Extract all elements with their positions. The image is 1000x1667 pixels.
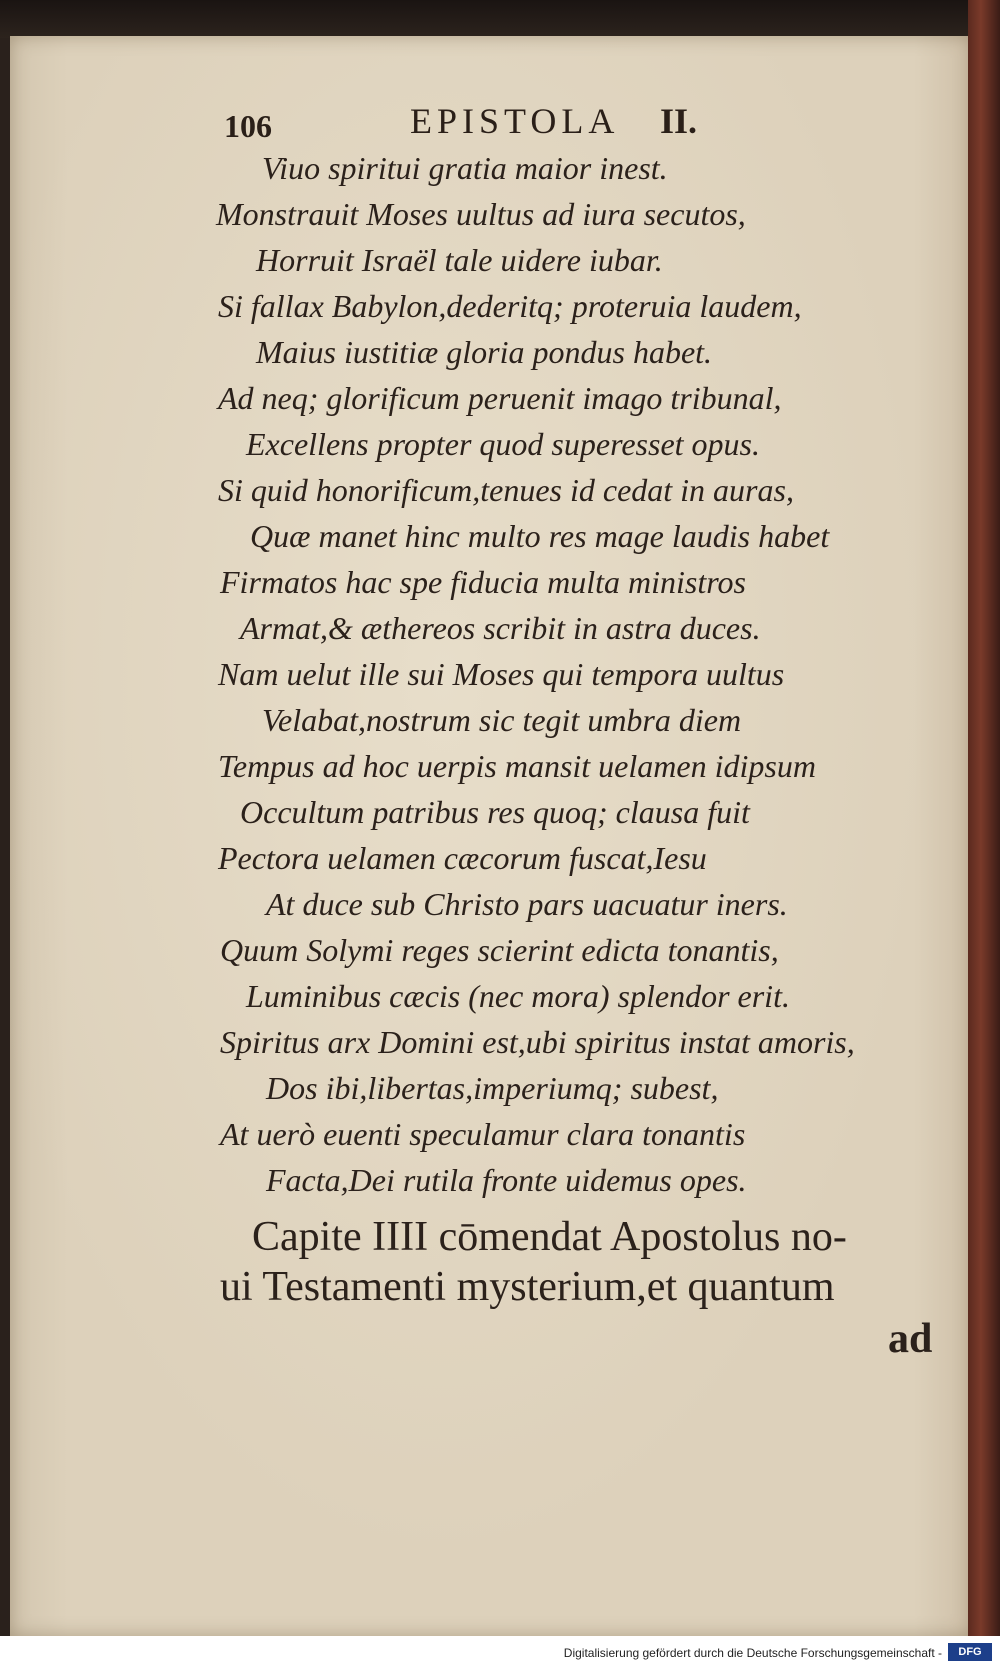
scan-frame-edge — [968, 0, 1000, 1667]
verse-line: Viuo spiritui gratia maior inest. — [262, 150, 668, 186]
verse-line: Tempus ad hoc uerpis mansit uelamen idipsum — [218, 748, 816, 784]
verse-line: Si quid honorificum,tenues id cedat in auras, — [218, 472, 794, 508]
verse-line: Dos ibi,libertas,imperiumq; subest, — [266, 1070, 719, 1106]
verse-line: Quæ manet hinc multo res mage laudis habet — [250, 518, 830, 554]
footer-credit: Digitalisierung gefördert durch die Deutsche Forschungsgemeinschaft - — [563, 1646, 942, 1660]
verse-line: Si fallax Babylon,dederitq; proteruia laudem, — [218, 288, 802, 324]
verse-line: Quum Solymi reges scierint edicta tonantis, — [220, 932, 779, 968]
verse-line: Maius iustitiæ gloria pondus habet. — [256, 334, 713, 370]
verse-line: Armat,& æthereos scribit in astra duces. — [240, 610, 761, 646]
verse-line: Luminibus cæcis (nec mora) splendor erit. — [246, 978, 790, 1014]
verse-line: Nam uelut ille sui Moses qui tempora uultus — [218, 656, 785, 692]
verse-line: Excellens propter quod superesset opus. — [246, 426, 760, 462]
verse-line: Firmatos hac spe fiducia multa ministros — [220, 564, 746, 600]
verse-line: Ad neq; glorificum peruenit imago tribunal, — [218, 380, 782, 416]
verse-line: Facta,Dei rutila fronte uidemus opes. — [266, 1162, 747, 1198]
verse-line: Horruit Israël tale uidere iubar. — [256, 242, 663, 278]
heading-line: Capite IIII cōmendat Apostolus no- — [252, 1214, 847, 1260]
catchword: ad — [888, 1316, 933, 1362]
running-number: II. — [660, 101, 698, 141]
scan-frame-top — [0, 0, 1000, 38]
running-title: EPISTOLA — [410, 101, 620, 141]
page-header — [0, 100, 1000, 144]
heading-line: ui Testamenti mysterium,et quantum — [220, 1264, 835, 1310]
page-number: 106 — [224, 108, 272, 144]
verse-line: At uerò euenti speculamur clara tonantis — [220, 1116, 746, 1152]
verse-line: Pectora uelamen cæcorum fuscat,Iesu — [218, 840, 707, 876]
verse-line: At duce sub Christo pars uacuatur iners. — [266, 886, 788, 922]
verse-line: Velabat,nostrum sic tegit umbra diem — [262, 702, 742, 738]
verse-line: Monstrauit Moses uultus ad iura secutos, — [216, 196, 746, 232]
verse-line: Spiritus arx Domini est,ubi spiritus instat amoris, — [220, 1024, 855, 1060]
verse-line: Occultum patribus res quoq; clausa fuit — [240, 794, 750, 830]
dfg-logo-icon: DFG — [948, 1643, 992, 1661]
